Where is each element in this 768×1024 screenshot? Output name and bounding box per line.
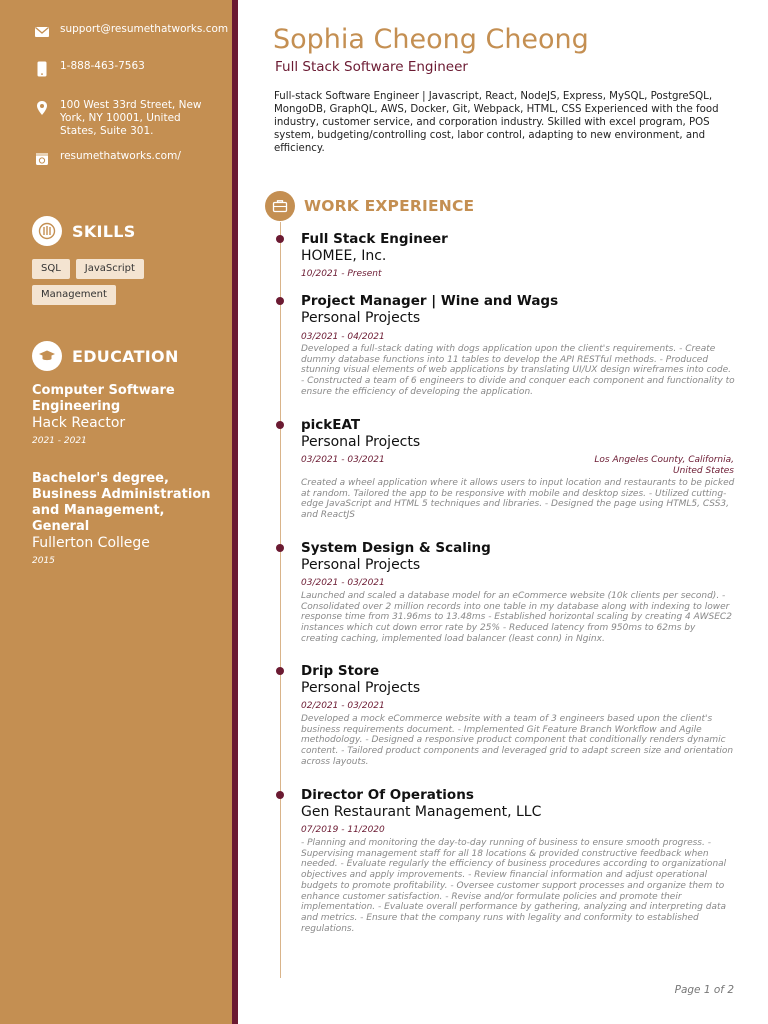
education-date: 2015 — [32, 556, 55, 566]
job-date: 07/2019 - 11/2020 — [301, 825, 385, 835]
envelope-icon — [34, 24, 50, 40]
job-date: 03/2021 - 03/2021 — [301, 578, 385, 588]
skill-tag: JavaScript — [76, 259, 144, 279]
job-date: 03/2021 - 04/2021 — [301, 332, 385, 342]
education-degree: Computer Software Engineering — [32, 383, 175, 414]
timeline-dot — [276, 297, 284, 305]
contact-address-row — [34, 99, 202, 137]
timeline-dot — [276, 667, 284, 675]
contact-phone: 1-888-463-7563 — [60, 60, 145, 72]
job-company: Personal Projects — [301, 557, 421, 573]
job-description: Developed a full-stack dating with dogs application upon the client's requirements. - Create dummy database functions into 11 tables to develop the API RESTful methods. - Produced stunning visual elements of web applications by translating UI/UX design wireframes into code. - Constructed a team of 6 engineers to divide and conquer each component and functionality to ensure the efficiency of developing the application. — [301, 344, 735, 397]
skills-list — [32, 259, 212, 305]
summary: Full-stack Software Engineer | Javascript, React, NodeJS, Express, MySQL, PostgreSQL, MongoDB, GraphQL, AWS, Docker, Git, Webpack, HTML, CSS Experienced with the food industry, customer service, and corporation industry. Skilled with excel program, POS system, budgeting/controlling cost, labor control, adapting to new environment, and efficiency. — [274, 91, 719, 154]
job-description: Launched and scaled a database model for an eCommerce website (10k clients per second). - Consolidated over 2 million records into one table in my database along with indexing to lower response time from 31.96ms to 13.48ms - Established horizontal scaling by creating 4 AWSEC2 instances which cut down error rate by 25% - Reduced latency from 950ms to 62ms by creating caching, implemented load balancer (least conn) in Nginx. — [301, 591, 732, 644]
job-title: System Design & Scaling — [301, 540, 491, 556]
job-location: Los Angeles County, California, United States — [594, 455, 734, 476]
job-title: Director Of Operations — [301, 787, 474, 803]
candidate-name: Sophia Cheong Cheong — [273, 24, 589, 55]
job-company: Gen Restaurant Management, LLC — [301, 804, 542, 820]
job-date: 02/2021 - 03/2021 — [301, 701, 385, 711]
contact-phone-row — [34, 60, 145, 77]
timeline-line — [280, 222, 281, 978]
work-experience-title: WORK EXPERIENCE — [304, 197, 475, 215]
skills-title: SKILLS — [72, 221, 136, 241]
skills-icon — [32, 216, 62, 246]
job-title: Project Manager | Wine and Wags — [301, 293, 559, 309]
job-title: pickEAT — [301, 417, 361, 433]
job-title: Full Stack Engineer — [301, 231, 448, 247]
sidebar — [0, 0, 232, 1024]
timeline-dot — [276, 421, 284, 429]
contact-email[interactable]: support@resumethatworks.com — [60, 23, 229, 35]
timeline-dot — [276, 235, 284, 243]
page-number: Page 1 of 2 — [674, 984, 734, 996]
contact-address: 100 West 33rd Street, New York, NY 10001, United States, Suite 301. — [60, 99, 202, 137]
briefcase-icon — [265, 191, 295, 221]
timeline-dot — [276, 544, 284, 552]
education-school: Hack Reactor — [32, 415, 126, 431]
education-school: Fullerton College — [32, 535, 150, 551]
phone-icon — [34, 61, 50, 77]
education-header — [32, 341, 179, 371]
job-description: Created a wheel application where it allows users to input location and restaurants to be picked at random. Tailored the app to be responsive with mobile and desktop sizes. - Utilized cutting-edge JavaScript and HTML 5 techniques and libraries. - Designed the page using HTML5, CSS3, and ReactJS — [301, 478, 735, 521]
location-pin-icon — [34, 100, 50, 116]
job-date: 10/2021 - Present — [301, 269, 382, 279]
job-company: Personal Projects — [301, 680, 421, 696]
candidate-role: Full Stack Software Engineer — [275, 59, 468, 75]
graduation-cap-icon — [32, 341, 62, 371]
sidebar-divider — [232, 0, 238, 1024]
timeline-dot — [276, 791, 284, 799]
contact-website-row — [34, 150, 181, 167]
job-company: HOMEE, Inc. — [301, 248, 387, 264]
job-title: Drip Store — [301, 663, 380, 679]
education-title: EDUCATION — [72, 346, 179, 366]
job-description: - Planning and monitoring the day-to-day running of business to ensure smooth progress. - Supervising management staff for all 18 locations & provided constructive feedback when needed. - Evaluate regularly the efficiency of business procedures according to organizational objectives and apply improvements. - Review financial information and adjust operational budgets to promote profitability. - Oversee customer support processes and organize them to enhance customer satisfaction. - Revise and/or formulate policies and promote their implementation. - Evaluate overall performance by gathering, analyzing and interpreting data and metrics. - Ensure that the company runs with legality and conformity to established regulations. — [301, 838, 727, 934]
contact-email-row — [34, 23, 229, 40]
skills-header — [32, 216, 136, 246]
job-company: Personal Projects — [301, 434, 421, 450]
web-icon — [34, 151, 50, 167]
job-company: Personal Projects — [301, 310, 421, 326]
contact-website[interactable]: resumethatworks.com/ — [60, 150, 181, 162]
skill-tag: SQL — [32, 259, 70, 279]
education-degree: Bachelor's degree, Business Administration and Management, General — [32, 471, 211, 534]
job-description: Developed a mock eCommerce website with a team of 3 engineers based upon the client's business requirements document. - Implemented Git Feature Branch Workflow and Agile methodology. - Designed a responsive product component that conditionally renders dynamic content. - Tailored product components and leveraged grid to adapt screen size and orientation across layouts. — [301, 714, 734, 767]
job-date: 03/2021 - 03/2021 — [301, 455, 385, 465]
skill-tag: Management — [32, 285, 116, 305]
education-date: 2021 - 2021 — [32, 436, 87, 446]
